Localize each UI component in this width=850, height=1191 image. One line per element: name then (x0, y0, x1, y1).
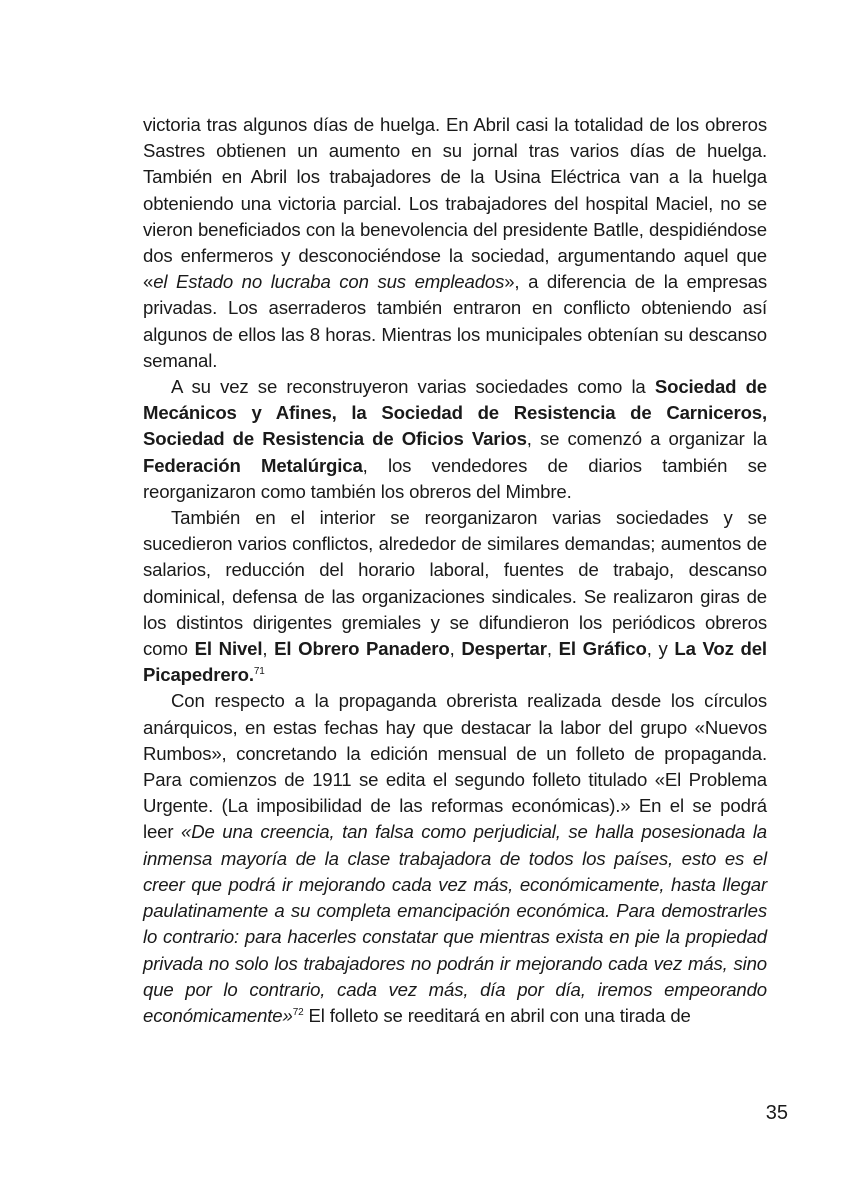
text-run: A su vez se reconstruyeron varias sociedades como la (171, 376, 655, 398)
italic-quote: «De una creencia, tan falsa como perjudicial, se halla posesionada la inmensa mayoría de la clase trabajadora de todos los países, esto es el creer que podrá ir mejorando cada vez más, económicamente, hasta llegar paulatinamente a su completa emancipación económica. Para demostrarles lo contrario: para hacerles constatar que mientras exista en pie la propiedad privada no solo los trabajadores no podrán ir mejorando cada vez más, sino que por lo contrario, cada vez más, día por día, iremos empeorando económicamente» (143, 821, 767, 1026)
italic-quote: el Estado no lucraba con sus empleados (153, 271, 505, 293)
text-run: , y (646, 638, 675, 660)
footnote-ref-71: 71 (253, 666, 265, 678)
text-run: , (449, 638, 462, 660)
text-run: , se comenzó a organizar la (526, 428, 767, 450)
text-run: También en el interior se reorganizaron varias sociedades y se sucedieron varios conflictos, alrededor de similares demandas; aumentos de salarios, reducción del horario laboral, fuentes de trabajo, descanso dominical, defensa de las organizaciones sindicales. Se realizaron giras de los distintos dirigentes gremiales y se difundieron los periódicos obreros como (143, 507, 767, 660)
paragraph-4 (143, 688, 767, 1029)
bold-newspaper-name: La Voz del Picapedrero. (143, 638, 767, 686)
page-number: 35 (765, 1102, 788, 1124)
body-text (143, 112, 767, 1029)
text-run: Con respecto a la propaganda obrerista realizada desde los círculos anárquicos, en estas fechas hay que destacar la labor del grupo «Nuevos Rumbos», concretando la edición mensual de un folleto de propaganda. Para comienzos de 1911 se edita el segundo folleto titulado «El Problema Urgente. (La imposibilidad de las reformas económicas).» En el se podrá leer (143, 690, 767, 843)
bold-newspaper-name: El Gráfico (558, 638, 647, 660)
text-run: El folleto se reeditará en abril con una tirada de (303, 1004, 691, 1026)
text-run: , (546, 638, 559, 660)
footnote-ref-72: 72 (292, 1006, 304, 1018)
paragraph-3 (143, 505, 767, 688)
text-run: victoria tras algunos días de huelga. En Abril casi la totalidad de los obreros Sastres obtienen un aumento en su jornal tras varios días de huelga. También en Abril los trabajadores de la Usina Eléctrica van a la huelga obteniendo una victoria parcial. Los trabajadores del hospital Maciel, no se vieron beneficiados con la benevolencia del presidente Batlle, despidiéndose dos enfermeros y desconociéndose la sociedad, argumentando aquel que « (143, 114, 767, 293)
bold-federation-name: Federación Metalúrgica (143, 454, 363, 476)
bold-newspaper-name: Despertar (461, 638, 547, 660)
text-run: , (262, 638, 275, 660)
bold-society-names: Sociedad de Mecánicos y Afines, la Sociedad de Resistencia de Carniceros, Sociedad de Resistencia de Oficios Varios (143, 376, 767, 450)
bold-newspaper-name: El Nivel (194, 638, 263, 660)
text-run: », a diferencia de la empresas privadas. Los aserraderos también entraron en conflicto obteniendo así algunos de ellos las 8 horas. Mientras los municipales obtenían su descanso semanal. (143, 271, 767, 371)
text-run: , los vendedores de diarios también se reorganizaron como también los obreros del Mimbre. (143, 454, 767, 502)
paragraph-1 (143, 112, 767, 374)
bold-newspaper-name: El Obrero Panadero (274, 638, 450, 660)
paragraph-2 (143, 374, 767, 505)
